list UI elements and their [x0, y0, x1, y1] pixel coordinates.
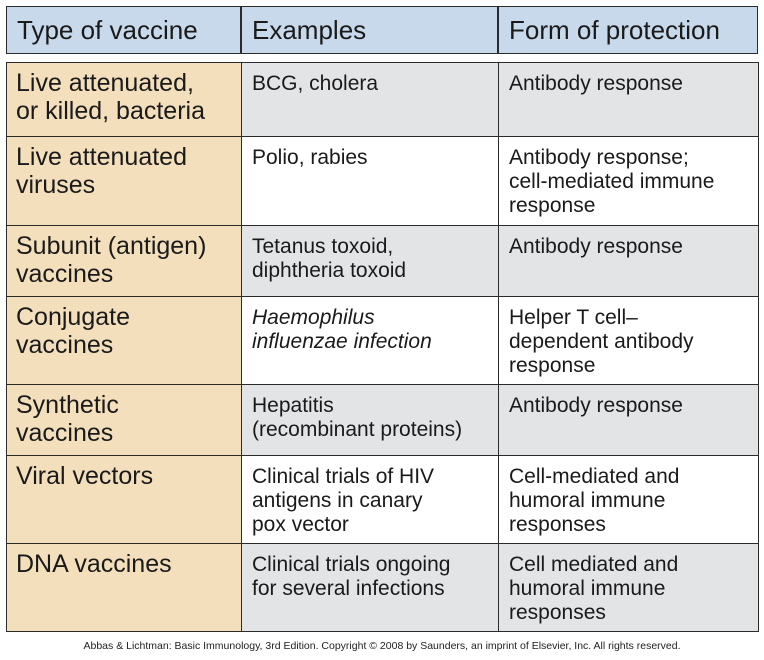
table-header	[6, 6, 758, 54]
cell-protection: Cell mediated and humoral immune responses	[499, 544, 759, 632]
cell-protection: Cell-mediated and humoral immune responses	[499, 456, 759, 544]
cell-type: Viral vectors	[7, 456, 242, 544]
table-row	[7, 63, 759, 137]
cell-type: Conjugate vaccines	[7, 297, 242, 385]
table-row	[7, 297, 759, 385]
table-row	[7, 456, 759, 544]
cell-type: Synthetic vaccines	[7, 385, 242, 456]
cell-examples: Haemophilus influenzae infection	[242, 297, 499, 385]
vaccine-table	[6, 62, 759, 632]
table-row	[7, 226, 759, 297]
cell-examples: Clinical trials of HIV antigens in canary pox vector	[242, 456, 499, 544]
table-row	[7, 544, 759, 632]
cell-type: Live attenuated viruses	[7, 137, 242, 226]
cell-type: Live attenuated, or killed, bacteria	[7, 63, 242, 137]
table-row	[7, 385, 759, 456]
cell-protection: Antibody response	[499, 226, 759, 297]
cell-examples: Hepatitis (recombinant proteins)	[242, 385, 499, 456]
header-examples: Examples	[242, 7, 499, 53]
cell-examples: Tetanus toxoid, diphtheria toxoid	[242, 226, 499, 297]
cell-examples: BCG, cholera	[242, 63, 499, 137]
header-form-of-protection: Form of protection	[509, 15, 720, 45]
cell-examples: Clinical trials ongoing for several infections	[242, 544, 499, 632]
cell-protection: Antibody response; cell-mediated immune response	[499, 137, 759, 226]
cell-examples: Polio, rabies	[242, 137, 499, 226]
cell-protection: Antibody response	[499, 385, 759, 456]
cell-type: Subunit (antigen) vaccines	[7, 226, 242, 297]
table-row	[7, 137, 759, 226]
cell-protection: Antibody response	[499, 63, 759, 137]
header-gap	[0, 54, 764, 62]
copyright-credit: Abbas & Lichtman: Basic Immunology, 3rd Edition. Copyright © 2008 by Saunders, an imprint of Elsevier, Inc. All rights reserved.	[83, 640, 681, 652]
header-type-of-vaccine: Type of vaccine	[7, 7, 242, 53]
cell-protection: Helper T cell– dependent antibody response	[499, 297, 759, 385]
cell-type: DNA vaccines	[7, 544, 242, 632]
